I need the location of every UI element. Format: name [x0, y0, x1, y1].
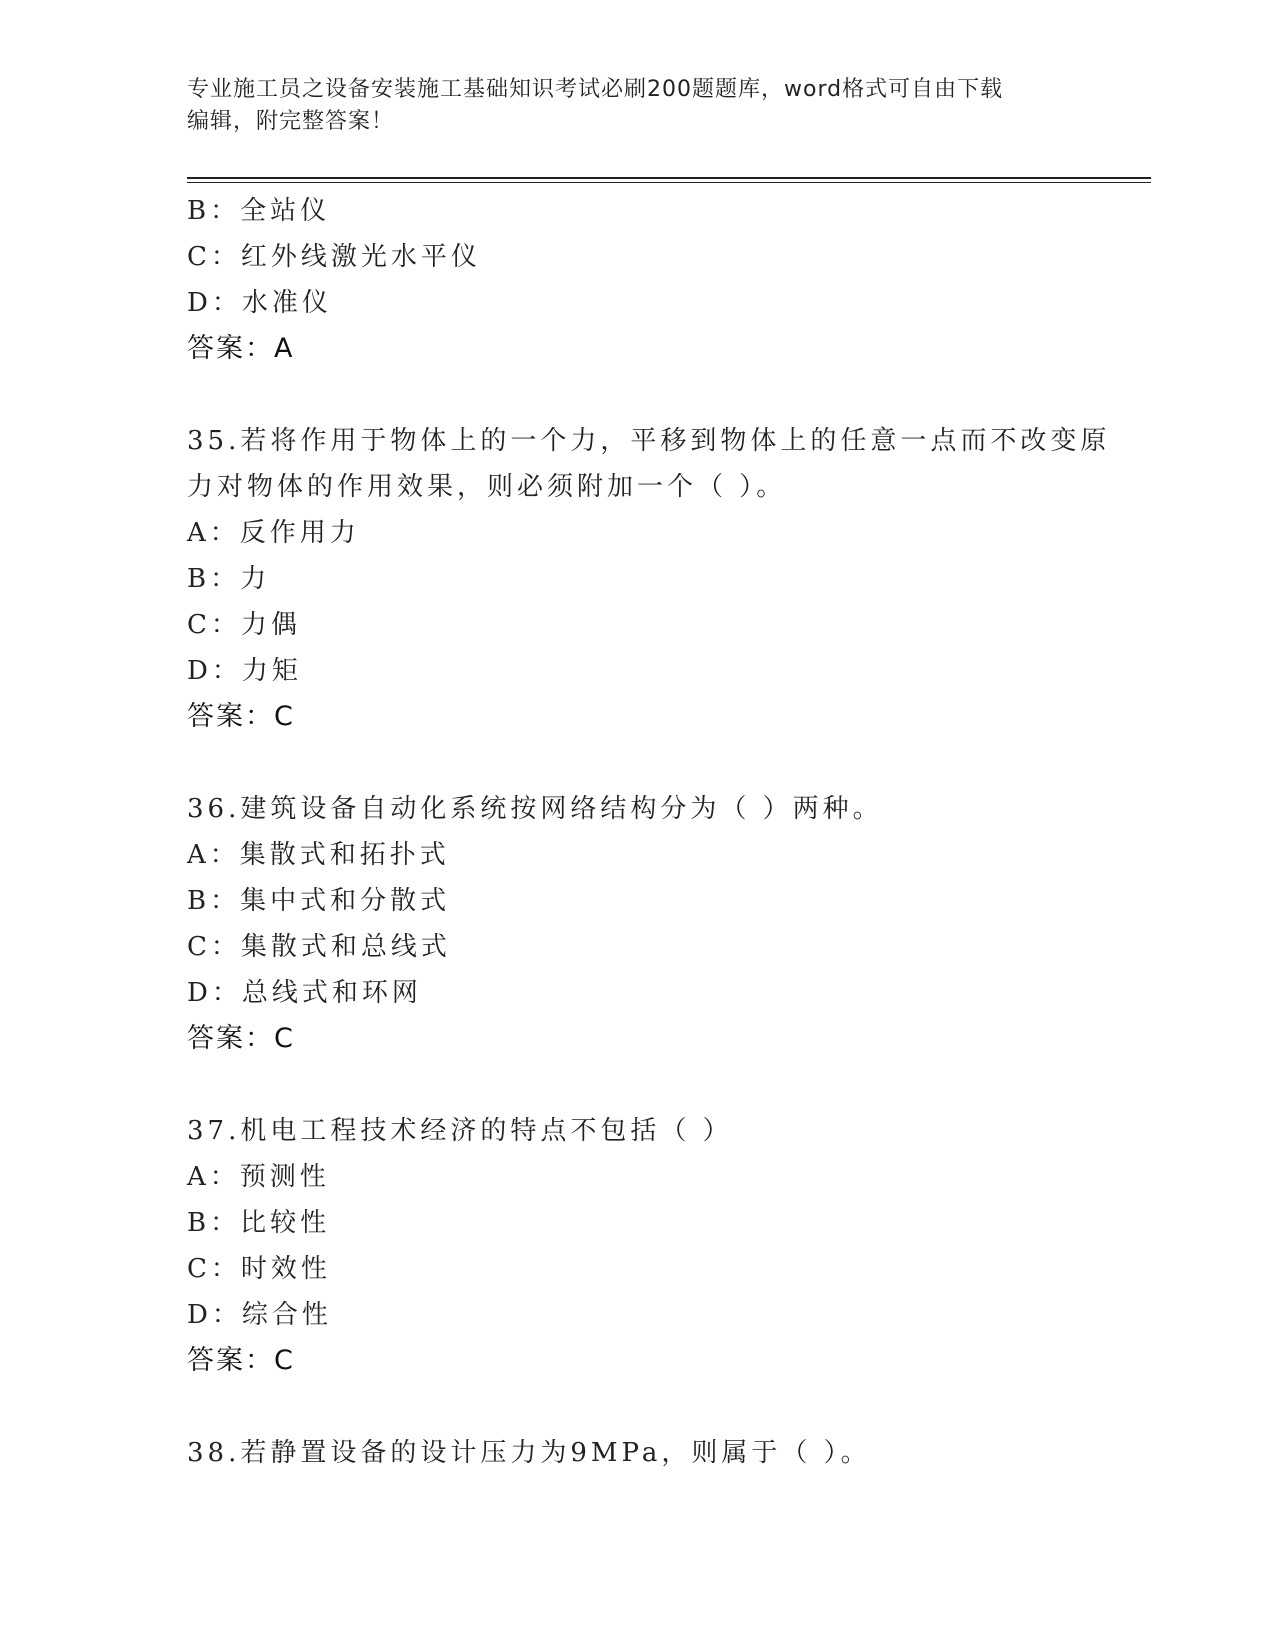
question-36 [187, 786, 1087, 1062]
option-d: D：力矩 [187, 656, 302, 686]
header-divider-thin [187, 182, 1151, 183]
option-c: C：红外线激光水平仪 [187, 242, 481, 272]
option-d: D：水准仪 [187, 288, 332, 318]
spacer [187, 1384, 1087, 1430]
document-header [187, 74, 1067, 138]
answer-line: 答案：C [187, 701, 295, 732]
spacer [187, 372, 1087, 418]
option-b: B：力 [187, 564, 271, 594]
option-a: A：反作用力 [187, 518, 360, 548]
option-c: C：时效性 [187, 1254, 331, 1284]
option-a: A：集散式和拓扑式 [187, 840, 450, 870]
question-partial [187, 188, 1087, 372]
option-b: B：全站仪 [187, 196, 331, 226]
answer-line: 答案：C [187, 1023, 295, 1054]
question-list [187, 188, 1111, 1476]
option-c: C：集散式和总线式 [187, 932, 451, 962]
option-d: D：总线式和环网 [187, 978, 422, 1008]
question-stem-line: 36.建筑设备自动化系统按网络结构分为（ ）两种。 [187, 794, 883, 824]
question-stem-line: 力对物体的作用效果，则必须附加一个（ ）。 [187, 472, 787, 502]
answer-line: 答案：C [187, 1345, 295, 1376]
option-b: B：比较性 [187, 1208, 331, 1238]
spacer [187, 1062, 1087, 1108]
question-stem-line: 38.若静置设备的设计压力为9MPa，则属于（ ）。 [187, 1438, 871, 1468]
header-title-line-2: 编辑，附完整答案！ [187, 109, 395, 134]
option-c: C：力偶 [187, 610, 301, 640]
option-b: B：集中式和分散式 [187, 886, 451, 916]
header-divider-thick [187, 177, 1151, 179]
spacer [187, 740, 1087, 786]
question-38 [187, 1430, 1087, 1476]
question-stem-line: 37.机电工程技术经济的特点不包括（ ） [187, 1116, 733, 1146]
header-title-line-1: 专业施工员之设备安装施工基础知识考试必刷200题题库，word格式可自由下载 [187, 77, 1004, 102]
question-stem-line: 35.若将作用于物体上的一个力，平移到物体上的任意一点而不改变原 [187, 426, 1111, 456]
option-d: D：综合性 [187, 1300, 332, 1330]
question-35 [187, 418, 1111, 740]
answer-line: 答案：A [187, 333, 295, 364]
question-37 [187, 1108, 1087, 1384]
option-a: A：预测性 [187, 1162, 330, 1192]
